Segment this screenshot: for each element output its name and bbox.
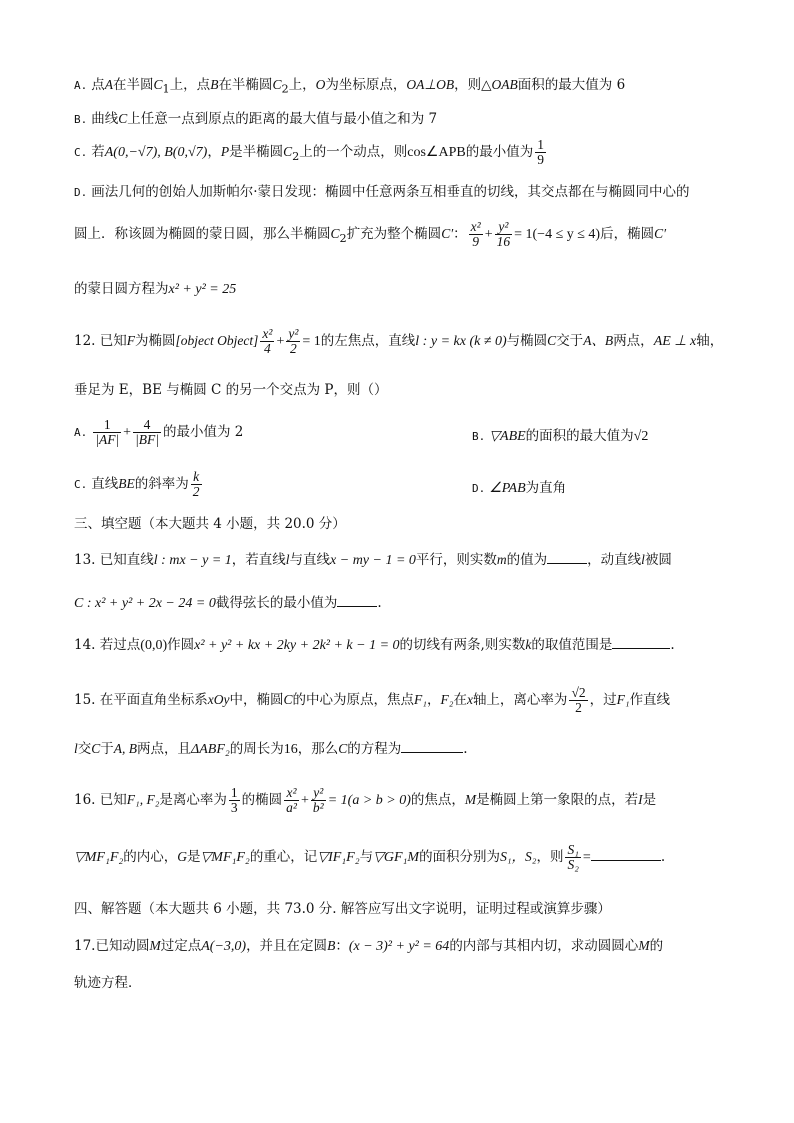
q11-option-a [74,77,734,97]
math-expr: x² + y² + kx + 2ky + 2k² + k − 1 = 0 [194,638,400,653]
math-expr: A(0,−√7), B(0,√7) [104,145,208,161]
math-expr: = 1 [302,334,321,350]
text: 轨迹方程． [74,975,142,991]
numerator: 1 [93,418,121,433]
math-expr: x − my − 1 = 0 [330,553,416,568]
text: . [463,741,468,757]
math-expr: √2 [633,429,649,444]
numerator: x² [284,786,299,801]
text: 已知 [99,333,127,350]
text: 面积的最大值为 6 [517,77,626,93]
text: 垂足为 E，BE 与椭圆 C 的另一个交点为 P，则（） [74,382,388,398]
fraction [260,327,274,356]
q12-option-c [74,469,204,500]
math-sub: 2 [292,149,300,163]
text: 扩充为整个椭圆 [346,226,442,243]
text: 的切线有两条,则实数 [399,637,526,653]
q16-line1 [74,786,734,815]
answer-blank[interactable] [547,551,587,564]
text: ，则 [536,849,564,866]
math-expr: ▽ABE [489,429,526,444]
text: 是 [642,792,657,809]
text: 轴， [696,333,724,350]
numerator: k [191,470,202,485]
text: 作直线 [629,692,671,709]
question-number: 12. [74,333,96,350]
q14-line1 [74,636,734,655]
text: 轴上，离心率为 [472,692,568,709]
text: 的中心为原点，焦点 [292,692,415,709]
math-var: C [338,741,348,756]
numerator: y² [288,326,299,341]
text: 的方程为 [347,741,402,757]
answer-blank[interactable] [612,636,670,649]
math-var: C [153,77,163,92]
text: 为椭圆 [135,333,176,350]
math-var: [object Object] [175,333,259,349]
math-var: C [547,333,557,349]
text: 已知直线 [99,552,154,568]
q16-line2 [74,843,734,872]
option-label: B. [472,430,486,443]
text: 是椭圆上第一象限的点，若 [476,792,639,809]
fraction [229,786,240,815]
math-var: x [466,692,473,708]
math-var: l [641,552,645,567]
math-expr: ∠PAB [489,481,526,496]
text: 截得弦长的最小值为 [215,595,338,611]
denominator: 4 [264,341,271,357]
text: 的周长为 [229,741,284,757]
math-var: I [638,792,643,808]
text: 的焦点， [410,792,465,809]
math-var: B [210,77,219,92]
text: 交于 [556,333,584,350]
text: 的值为 [506,552,548,568]
denominator: S₂ [567,857,579,873]
q15-line2 [74,740,734,759]
text: 两点，且 [137,741,192,757]
numerator: 1 [537,137,544,152]
math-var: F₂ [440,692,454,708]
denominator: a² [286,800,297,816]
text: 在 [453,692,467,709]
text: ： [335,938,349,954]
math-op: = [582,850,591,866]
text: 的左焦点，直线 [320,333,416,350]
numerator: x² [262,326,273,341]
math-expr: = 1(a > b > 0) [327,793,411,809]
math-var: M [638,938,650,953]
text: 的蒙日圆方程为 [74,281,169,297]
text: 交 [77,741,92,757]
text: 的重心，记 [249,849,318,866]
denominator: 2 [575,700,582,716]
option-label: C. [74,146,88,160]
text: 在半椭圆 [218,77,273,93]
math-var: F₁ [414,692,427,708]
math-var: M [149,938,161,953]
q12-stem-line2 [74,382,734,399]
math-var: A、B [583,333,614,349]
math-var: O [315,77,326,92]
answer-blank[interactable] [337,594,377,607]
math-var: C′ [654,226,667,242]
denominator: 3 [230,800,238,816]
math-expr: = 1(−4 ≤ y ≤ 4) [514,227,601,243]
q17-line2 [74,975,734,992]
text: 的最小值为 [465,144,534,161]
option-label: D. [472,482,486,495]
math-op: + [276,334,285,350]
numerator: y² [495,220,513,235]
text: 的取值范围是 [531,637,613,653]
text: 的内部与其相内切，求动圆圆心 [449,938,639,954]
q11-option-c [74,138,734,167]
text: 曲线 [91,111,119,127]
math-var: F₁, F₂ [126,792,160,808]
text: 已知动圆 [95,938,150,954]
option-label: B. [74,113,88,126]
text: 画法几何的创始人加斯帕尔·蒙日发现：椭圆中任意两条互相垂直的切线，其交点都在与椭圆同中心的 [91,184,690,200]
math-expr: (0,0) [140,638,168,653]
text: 的斜率为 [134,476,189,493]
section-heading-fill-in [74,516,734,533]
fraction [286,327,300,356]
option-label: A. [74,426,88,440]
question-number: 14. [74,637,96,653]
text: 与 [359,849,374,866]
option-label: A. [74,79,88,92]
text: ： [453,226,467,243]
text: 于 [100,741,114,757]
q11-option-d-line2 [74,220,734,249]
math-expr: ΔABF₂ [191,742,230,757]
fraction [311,786,326,815]
text: ，并且在定圆 [246,938,328,954]
denominator: |BF| [135,432,159,448]
q12-options-row2 [74,470,734,499]
numerator: x² [470,219,481,234]
q11-option-d-line1 [74,184,734,201]
numerator: S₁ [567,842,579,857]
math-expr: AE ⊥ x [653,334,697,350]
math-expr: l : y = kx (k ≠ 0) [415,334,507,350]
text: 是离心率为 [159,792,227,809]
text: ，那么 [297,741,339,757]
q13-line1 [74,551,734,570]
text: 为直角 [525,480,567,496]
text: 被圆 [644,552,672,568]
text: 是半椭圆 [229,144,284,161]
math-op: + [123,425,132,441]
math-expr: ▽MF₁F₂ [200,850,250,866]
text: 直线 [91,476,119,493]
math-var: OAB [491,77,518,92]
math-var: G [177,849,188,865]
math-var: k [525,637,532,652]
question-number: 15. [74,692,96,709]
math-var: M [464,792,477,808]
math-sub: 2 [281,82,289,96]
fraction [469,220,483,249]
math-sub: 2 [339,231,347,245]
section-title: 四、解答题（本大题共 6 小题，共 73.0 分. 解答应写出文字说明，证明过程或演算步骤） [74,901,611,917]
text: 后，椭圆 [600,226,655,243]
fraction [569,686,587,715]
fraction [535,138,546,167]
math-expr: OA⊥OB [406,77,455,92]
q12-option-b [472,428,648,446]
math-var: C [283,692,293,708]
numerator: 4 [133,418,161,433]
q12-stem-line1 [74,327,734,356]
math-op: + [484,227,493,243]
math-var: l [74,741,78,756]
denominator: 16 [496,234,511,250]
section-title: 三、填空题（本大题共 4 小题，共 20.0 分） [74,516,346,532]
text: ，动直线 [587,552,642,568]
text: 上的一个动点，则 [299,144,408,161]
math-var: m [496,552,507,567]
question-number: 13. [74,552,96,568]
math-var: A [104,77,113,92]
text: 在平面直角坐标系 [99,692,208,709]
math-var: C [91,741,101,756]
numerator: √2 [571,685,586,700]
math-sub: 1 [162,82,170,96]
text: . [660,849,666,866]
text: ，若直线 [231,552,286,568]
math-var: P [220,144,230,160]
denominator: 9 [537,152,544,168]
option-label: C. [74,478,88,492]
text: 上，点 [169,77,211,93]
math-var: C [283,144,293,160]
text: 在半圆 [113,77,154,93]
q12-option-d [472,480,566,498]
section-heading-solutions [74,901,734,918]
fraction [565,843,580,872]
math-var: C′ [441,226,454,242]
denominator: 9 [472,234,480,250]
q11-option-b [74,111,734,128]
text: 过定点 [160,938,202,954]
math-expr: C : x² + y² + 2x − 24 = 0 [74,596,216,611]
text: . [670,637,675,653]
text: 为坐标原点， [325,77,407,93]
text: 的内心， [123,849,178,866]
text: 圆上．称该圆为椭圆的蒙日圆，那么半椭圆 [74,226,331,243]
math-expr: l : mx − y = 1 [153,553,232,568]
math-expr: A(−3,0) [201,939,247,954]
numerator: 1 [230,785,238,800]
math-var: C [330,226,340,242]
math-op: + [300,793,309,809]
math-var: A, B [113,741,138,756]
math-num: 16 [283,742,298,757]
text: 平行，则实数 [415,552,497,568]
text: 已知 [99,792,127,809]
text: 的面积的最大值为 [525,428,634,444]
text: 与直线 [289,552,331,568]
math-expr: ▽GF₁M [373,850,420,866]
answer-blank[interactable] [591,848,661,861]
math-expr: (x − 3)² + y² = 64 [348,939,450,954]
fraction [284,786,299,815]
text: 是 [187,849,201,866]
text: 作圆 [167,637,195,653]
text: 的面积分别为 [419,849,501,866]
text: 的最小值为 2 [163,424,244,441]
text: 上， [288,77,316,93]
q13-line2 [74,594,734,613]
numerator: y² [311,786,326,801]
text: 上任意一点到原点的距离的最大值与最小值之和为 7 [127,111,438,127]
math-expr: ▽MF₁F₂ [74,850,124,866]
q17-line1 [74,938,734,956]
q12-option-a [74,417,244,448]
math-var: l [285,552,290,567]
denominator: 2 [192,484,200,500]
math-expr: x² + y² = 25 [168,282,237,297]
text: 点 [91,77,105,93]
text: 与椭圆 [506,333,548,350]
math-var: F₁ [616,692,630,708]
q11-option-d-line3 [74,281,734,299]
math-var: F [126,333,136,349]
text: 若过点 [99,637,141,653]
math-var: S₁，S₂ [500,849,537,865]
math-var: B [327,938,336,953]
denominator: |AF| [95,432,120,448]
math-expr: cos∠APB [407,145,466,161]
denominator: b² [312,800,324,816]
q12-options-row1 [74,418,734,447]
text: 的椭圆 [241,792,283,809]
fraction [93,418,121,447]
text: 的 [649,938,664,954]
text: ，则△ [454,77,492,93]
text: . [377,595,382,611]
text: ， [426,692,441,709]
answer-blank[interactable] [401,740,463,753]
fraction [133,418,161,447]
question-number: 17. [74,938,96,954]
text: 中，椭圆 [229,692,284,709]
text: 若 [91,144,105,161]
denominator: 2 [289,341,297,357]
option-label: D. [74,186,88,199]
text: ， [207,144,221,161]
math-var: C [118,111,128,126]
text: 两点， [613,333,654,350]
question-number: 16. [74,792,96,809]
q15-line1 [74,686,734,715]
math-var: xOy [207,692,230,708]
fraction [191,470,202,499]
math-expr: ▽IF₁F₂ [317,850,360,866]
fraction [495,220,513,249]
text: ，过 [589,692,617,709]
math-var: BE [118,476,135,492]
math-var: C [272,77,282,92]
